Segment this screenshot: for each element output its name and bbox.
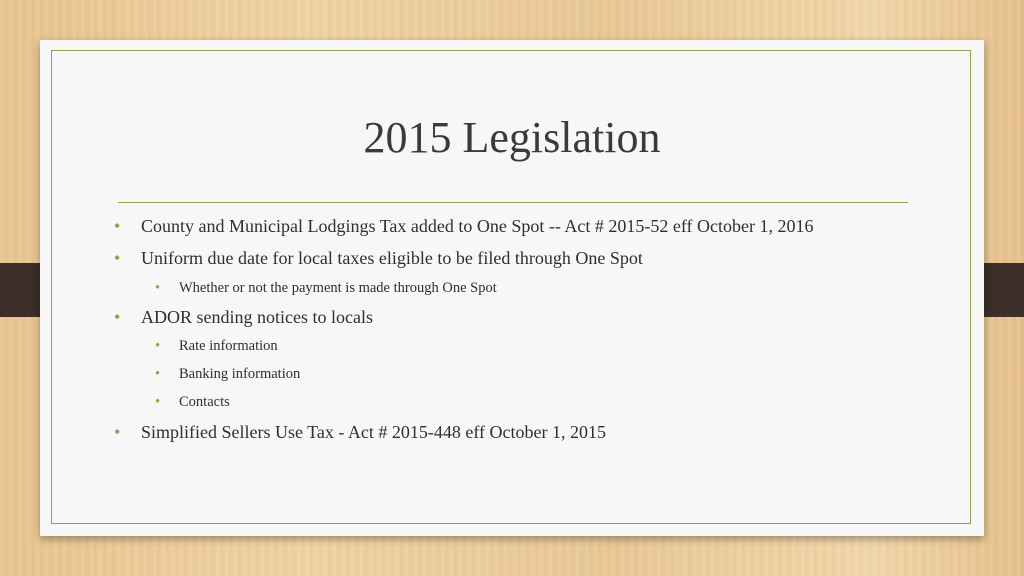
bullet-text: Uniform due date for local taxes eligible to be filed through One Spot: [141, 248, 643, 268]
bullet-item: [112, 422, 902, 443]
sub-bullet-text: Banking information: [179, 366, 301, 382]
bullet-icon: •: [114, 422, 121, 442]
bullet-item: [112, 248, 902, 269]
sub-bullet-item: [112, 364, 902, 384]
bullet-icon: •: [155, 338, 161, 354]
bullet-text: ADOR sending notices to locals: [141, 307, 373, 327]
sub-bullet-text: Whether or not the payment is made through One Spot: [179, 280, 497, 296]
bullet-icon: •: [155, 394, 161, 410]
sub-bullet-item: [112, 336, 902, 356]
slide-title: 2015 Legislation: [363, 113, 661, 162]
slide: [40, 40, 984, 536]
bullet-icon: •: [155, 280, 161, 296]
title-divider: [118, 202, 908, 203]
sub-bullet-item: [112, 278, 902, 298]
bullet-icon: •: [114, 216, 121, 236]
sub-bullet-text: Rate information: [179, 338, 278, 354]
bullet-text: Simplified Sellers Use Tax - Act # 2015-448 eff October 1, 2015: [141, 422, 606, 442]
bullet-list: [112, 216, 902, 443]
bullet-icon: •: [114, 248, 121, 268]
bullet-text: County and Municipal Lodgings Tax added to One Spot -- Act # 2015-52 eff October 1, 2016: [141, 216, 814, 236]
sub-bullet-text: Contacts: [179, 394, 230, 410]
bullet-item: [112, 307, 902, 328]
bullet-icon: •: [155, 366, 161, 382]
bullet-icon: •: [114, 307, 121, 327]
bullet-item: [112, 216, 902, 237]
sub-bullet-item: [112, 392, 902, 412]
